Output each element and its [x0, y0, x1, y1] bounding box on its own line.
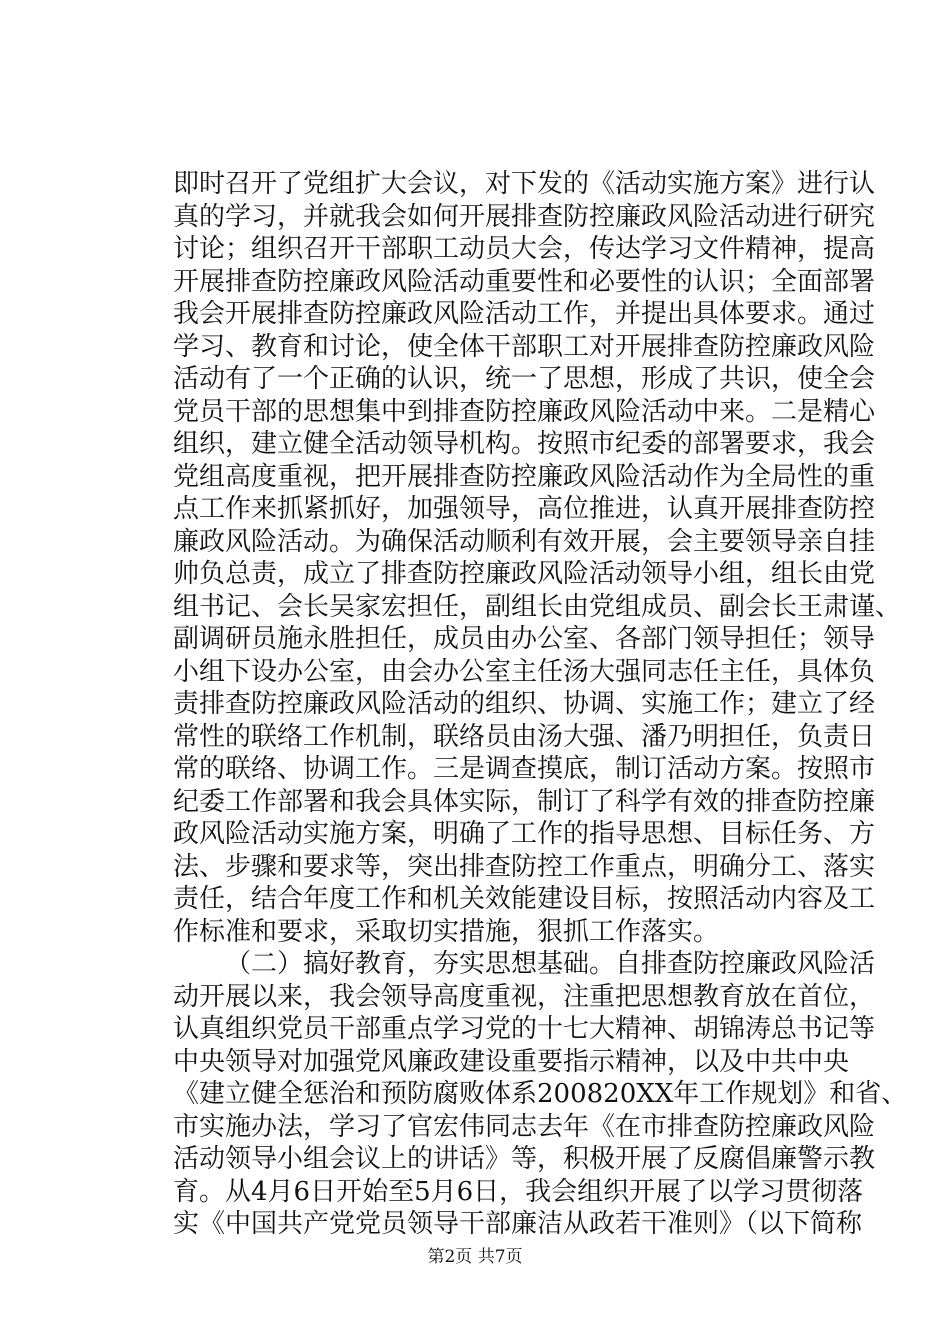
text-line: 党员干部的思想集中到排查防控廉政风险活动中来。二是精心	[173, 396, 876, 427]
text-line: 副调研员施永胜担任，成员由办公室、各部门领导担任；领导	[173, 624, 876, 654]
text-line: 党组高度重视，把开展排查防控廉政风险活动作为全局性的重	[173, 461, 876, 492]
text-line: 市实施办法，学习了官宏伟同志去年《在市排查防控廉政风险	[173, 1111, 876, 1142]
page-number-label: 第2页 共7页	[427, 1247, 523, 1267]
text-line: 常性的联络工作机制，联络员由汤大强、潘乃明担任，负责日	[173, 721, 876, 752]
text-line: 法、步骤和要求等，突出排查防控工作重点，明确分工、落实	[173, 851, 876, 882]
text-line: （二）搞好教育，夯实思想基础。自排查防控廉政风险活	[225, 949, 876, 979]
text-line: 政风险活动实施方案，明确了工作的指导思想、目标任务、方	[173, 819, 876, 849]
text-line: 组织，建立健全活动领导机构。按照市纪委的部署要求，我会	[173, 429, 876, 459]
body-text	[173, 168, 908, 1241]
paragraph-1	[173, 168, 902, 948]
text-line: 小组下设办公室，由会办公室主任汤大强同志任主任，具体负	[173, 656, 876, 687]
text-line: 育。从4月6日开始至5月6日，我会组织开展了以学习贯彻落	[173, 1176, 864, 1207]
text-line: 廉政风险活动。为确保活动顺利有效开展，会主要领导亲自挂	[173, 526, 876, 557]
text-line: 我会开展排查防控廉政风险活动工作，并提出具体要求。通过	[173, 299, 876, 329]
text-line: 责排查防控廉政风险活动的组织、协调、实施工作；建立了经	[173, 689, 876, 719]
text-line: 作标准和要求，采取切实措施，狠抓工作落实。	[173, 916, 720, 947]
text-line: 动开展以来，我会领导高度重视，注重把思想教育放在首位，	[173, 981, 876, 1012]
text-line: 帅负总责，成立了排查防控廉政风险活动领导小组，组长由党	[173, 559, 876, 589]
text-line: 活动领导小组会议上的讲话》等，积极开展了反腐倡廉警示教	[173, 1144, 876, 1174]
text-line: 点工作来抓紧抓好，加强领导，高位推进，认真开展排查防控	[173, 494, 876, 524]
text-line: 开展排查防控廉政风险活动重要性和必要性的认识；全面部署	[173, 266, 876, 297]
text-line: 责任，结合年度工作和机关效能建设目标，按照活动内容及工	[173, 884, 876, 914]
paragraph-2	[173, 948, 908, 1241]
text-line: 组书记、会长吴家宏担任，副组长由党组成员、副会长王肃谨、	[173, 591, 902, 622]
text-line: 即时召开了党组扩大会议，对下发的《活动实施方案》进行认	[173, 169, 876, 199]
text-line: 活动有了一个正确的认识，统一了思想，形成了共识，使全会	[173, 364, 876, 394]
text-line: 《建立健全惩治和预防腐败体系200820XX年工作规划》和省、	[173, 1079, 908, 1109]
text-line: 真的学习，并就我会如何开展排查防控廉政风险活动进行研究	[173, 201, 876, 232]
text-line: 中央领导对加强党风廉政建设重要指示精神，以及中共中央	[173, 1046, 850, 1077]
text-line: 实《中国共产党党员领导干部廉洁从政若干准则》（以下简称	[173, 1209, 863, 1239]
text-line: 认真组织党员干部重点学习党的十七大精神、胡锦涛总书记等	[173, 1014, 876, 1044]
text-line: 纪委工作部署和我会具体实际，制订了科学有效的排查防控廉	[173, 786, 876, 817]
text-line: 讨论；组织召开干部职工动员大会，传达学习文件精神，提高	[173, 234, 876, 264]
text-line: 常的联络、协调工作。三是调查摸底，制订活动方案。按照市	[173, 754, 876, 784]
page-footer	[0, 1246, 950, 1268]
text-line: 学习、教育和讨论，使全体干部职工对开展排查防控廉政风险	[173, 331, 876, 362]
